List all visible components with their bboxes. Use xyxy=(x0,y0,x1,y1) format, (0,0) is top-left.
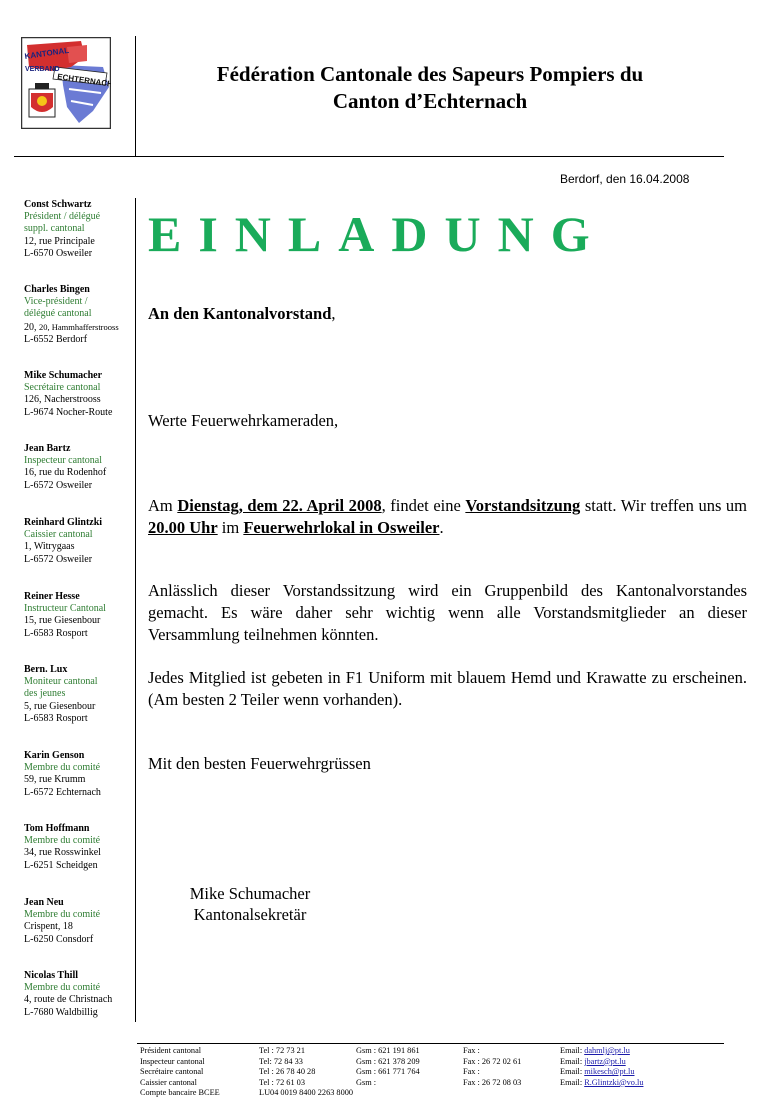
member-entry xyxy=(24,664,134,725)
logo-text-top: KANTONAL xyxy=(24,45,70,61)
footer-email-row: Email: dahmlj@pt.lu xyxy=(560,1046,630,1055)
logo-text-left: VERBAND xyxy=(25,66,60,73)
organization-title xyxy=(160,61,700,115)
footer-role: Secrétaire cantonal xyxy=(140,1067,204,1077)
member-address: 1, Witrygaas xyxy=(24,541,75,553)
footer-tel: Tel : 26 78 40 28 xyxy=(259,1067,316,1077)
footer-role: Inspecteur cantonal xyxy=(140,1056,205,1066)
footer-tel-column xyxy=(259,1046,353,1099)
member-entry xyxy=(24,199,134,260)
letter-title: EINLADUNG xyxy=(148,206,607,262)
member-entry xyxy=(24,284,134,346)
member-address: 12, rue Principale xyxy=(24,235,95,247)
member-address: L-6583 Rosport xyxy=(24,627,88,639)
member-address: 34, rue Rosswinkel xyxy=(24,847,101,859)
footer-gsm-column xyxy=(356,1046,420,1088)
member-entry xyxy=(24,443,134,492)
member-role: Secrétaire cantonal xyxy=(24,382,101,394)
member-name: Mike Schumacher xyxy=(24,370,103,381)
header-divider-horizontal xyxy=(14,156,724,157)
signature-title: Kantonalsekretär xyxy=(193,905,307,924)
email-link[interactable]: jbartz@pt.lu xyxy=(584,1056,626,1066)
member-address: 59, rue Krumm xyxy=(24,774,86,786)
member-entry xyxy=(24,370,134,419)
member-address: L-6572 Osweiler xyxy=(24,479,93,491)
email-link[interactable]: mikesch@pt.lu xyxy=(584,1067,635,1077)
meeting-type: Vorstandsitzung xyxy=(465,496,581,515)
meeting-time: 20.00 Uhr xyxy=(148,518,218,537)
footer-role: Président cantonal xyxy=(140,1046,202,1055)
logo-text-band: ECHTERNACH xyxy=(56,72,111,89)
signature-block xyxy=(180,883,320,925)
member-name: Nicolas Thill xyxy=(24,970,78,981)
sidebar-divider xyxy=(135,198,136,1022)
recipient-line: An den Kantonalvorstand, xyxy=(148,304,336,323)
member-name: Bern. Lux xyxy=(24,664,68,675)
footer-email-column xyxy=(560,1046,643,1088)
group-photo-paragraph: Anlässlich dieser Vorstandssitzung wird ein Gruppenbild des Kantonalvorstandes gemacht. Es wäre daher sehr wichtig wenn alle Vorstandsmitglieder an dieser Versammlung teilnehmen könnten. xyxy=(148,581,747,644)
footer-gsm: Gsm : 621 191 861 xyxy=(356,1046,420,1055)
federation-logo xyxy=(21,37,111,129)
email-link[interactable]: dahmlj@pt.lu xyxy=(584,1046,630,1055)
uniform-paragraph: Jedes Mitglied ist gebeten in F1 Uniform mit blauem Hemd und Krawatte zu erscheinen. (Am besten 2 Teiler wenn vorhanden). xyxy=(148,668,747,709)
footer-divider xyxy=(137,1043,724,1044)
member-name: Jean Bartz xyxy=(24,443,71,454)
member-name: Karin Genson xyxy=(24,750,85,761)
member-role: Membre du comité xyxy=(24,835,101,847)
member-address: L-9674 Nocher-Route xyxy=(24,406,113,418)
member-address: 20, 20, Hammhafferstrooss xyxy=(24,321,119,333)
signature-name: Mike Schumacher xyxy=(189,884,311,903)
member-address: L-6572 Echternach xyxy=(24,786,101,798)
footer-gsm: Gsm : 621 378 209 xyxy=(356,1056,420,1066)
meeting-place: Feuerwehrlokal in Osweiler xyxy=(243,518,440,537)
letter-date: Berdorf, den 16.04.2008 xyxy=(560,172,690,186)
member-address: Crispent, 18 xyxy=(24,921,73,933)
organization-title-line1: Fédération Cantonale des Sapeurs Pompiers du xyxy=(216,62,644,86)
email-link[interactable]: R.Glintzki@vo.lu xyxy=(584,1077,644,1087)
member-role: Membre du comité xyxy=(24,982,101,994)
member-address: L-6552 Berdorf xyxy=(24,333,88,345)
footer-gsm: Gsm : xyxy=(356,1077,377,1087)
footer-role: Caissier cantonal xyxy=(140,1077,197,1087)
member-entry xyxy=(24,517,134,566)
greeting: Werte Feuerwehrkameraden, xyxy=(148,411,339,430)
member-name: Charles Bingen xyxy=(24,284,90,295)
footer-email-row: Email: R.Glintzki@vo.lu xyxy=(560,1077,644,1087)
member-name: Reinhard Glintzki xyxy=(24,517,103,528)
member-entry xyxy=(24,897,134,946)
footer-tel: Tel : 72 61 03 xyxy=(259,1077,305,1087)
member-role: des jeunes xyxy=(24,688,66,700)
member-address: 126, Nacherstrooss xyxy=(24,394,101,406)
meeting-paragraph: Am Dienstag, dem 22. April 2008, findet eine Vorstandsitzung statt. Wir treffen uns um 20.00 Uhr im Feuerwehrlokal in Osweiler. xyxy=(148,496,748,537)
member-address: 15, rue Giesenbour xyxy=(24,615,101,627)
footer-gsm: Gsm : 661 771 764 xyxy=(356,1067,420,1077)
member-entry xyxy=(24,750,134,799)
footer-fax: Fax : 26 72 02 61 xyxy=(463,1056,522,1066)
member-name: Reiner Hesse xyxy=(24,591,80,602)
member-entry xyxy=(24,823,134,872)
member-role: Président / délégué xyxy=(24,211,101,223)
member-name: Jean Neu xyxy=(24,897,64,908)
footer-email-row: Email: mikesch@pt.lu xyxy=(560,1067,635,1077)
member-address: L-6583 Rosport xyxy=(24,712,88,724)
member-address: L-7680 Waldbillig xyxy=(24,1006,98,1018)
closing: Mit den besten Feuerwehrgrüssen xyxy=(148,754,371,773)
footer-tel: Tel: 72 84 33 xyxy=(259,1056,303,1066)
footer-roles-column xyxy=(140,1046,220,1099)
member-role: Inspecteur cantonal xyxy=(24,455,103,467)
footer-role: Compte bancaire BCEE xyxy=(140,1088,220,1098)
member-entry xyxy=(24,591,134,640)
member-address: L-6570 Osweiler xyxy=(24,247,93,259)
member-address: 16, rue du Rodenhof xyxy=(24,467,107,479)
member-role: Instructeur Cantonal xyxy=(24,603,106,615)
footer-fax: Fax : xyxy=(463,1046,480,1055)
member-role: Caissier cantonal xyxy=(24,529,93,541)
member-role: Moniteur cantonal xyxy=(24,676,98,688)
member-address: L-6250 Consdorf xyxy=(24,933,94,945)
meeting-date: Dienstag, dem 22. April 2008 xyxy=(177,496,382,515)
footer-bank-account: LU04 0019 8400 2263 8000 xyxy=(259,1088,354,1098)
member-role: suppl. cantonal xyxy=(24,223,85,235)
header-divider-vertical xyxy=(135,36,136,156)
member-role: Membre du comité xyxy=(24,909,101,921)
footer-email-row: Email: jbartz@pt.lu xyxy=(560,1056,626,1066)
member-address: 4, route de Christnach xyxy=(24,994,113,1006)
member-address: L-6251 Scheidgen xyxy=(24,859,98,871)
member-role: délégué cantonal xyxy=(24,308,92,320)
member-address: 5, rue Giesenbour xyxy=(24,700,96,712)
member-role: Vice-président / xyxy=(24,296,88,308)
footer-tel: Tel : 72 73 21 xyxy=(259,1046,305,1055)
recipient-name: An den Kantonalvorstand xyxy=(148,304,332,323)
footer-fax: Fax : xyxy=(463,1067,480,1077)
member-name: Const Schwartz xyxy=(24,199,92,210)
member-name: Tom Hoffmann xyxy=(24,823,90,834)
footer-fax: Fax : 26 72 08 03 xyxy=(463,1077,522,1087)
member-address: L-6572 Osweiler xyxy=(24,553,93,565)
footer-fax-column xyxy=(463,1046,521,1088)
organization-title-line2: Canton d’Echternach xyxy=(332,89,528,113)
member-role: Membre du comité xyxy=(24,762,101,774)
member-entry xyxy=(24,970,134,1019)
